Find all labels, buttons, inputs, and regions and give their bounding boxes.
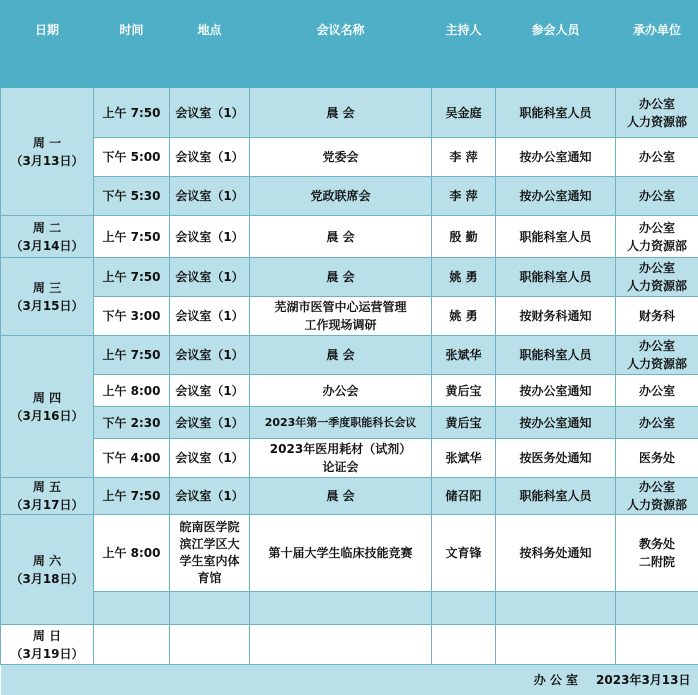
host-cell: 姚 勇 xyxy=(432,297,496,336)
table-row xyxy=(1,216,698,258)
day-cell xyxy=(1,216,94,258)
day-cell xyxy=(1,258,94,336)
time-cell: 上午 7:50 xyxy=(94,216,170,258)
day-cell xyxy=(1,478,94,515)
host-cell: 张斌华 xyxy=(432,439,496,478)
day-label: 周 五 xyxy=(33,480,61,494)
header-organizer: 承办单位 xyxy=(616,1,698,88)
day-date: （3月17日） xyxy=(10,498,83,512)
meeting-name-cell: 办公会 xyxy=(250,375,432,407)
footer-cell xyxy=(1,665,698,695)
host-cell: 吴金庭 xyxy=(432,88,496,138)
place-cell: 会议室（1） xyxy=(170,258,250,297)
empty-cell xyxy=(250,592,432,625)
organizer-cell: 办公室 xyxy=(616,375,698,407)
table-row xyxy=(1,88,698,138)
meeting-name-cell: 晨 会 xyxy=(250,336,432,375)
empty-cell xyxy=(432,592,496,625)
header-time: 时间 xyxy=(94,1,170,88)
organizer-cell: 办公室 人力资源部 xyxy=(616,478,698,515)
table-row xyxy=(1,177,698,216)
time-cell: 上午 8:00 xyxy=(94,375,170,407)
table-row xyxy=(1,515,698,592)
empty-cell xyxy=(94,592,170,625)
empty-cell xyxy=(496,592,616,625)
host-cell: 姚 勇 xyxy=(432,258,496,297)
host-cell: 张斌华 xyxy=(432,336,496,375)
host-cell: 储召阳 xyxy=(432,478,496,515)
host-cell: 殷 勤 xyxy=(432,216,496,258)
table-row xyxy=(1,375,698,407)
day-label: 周 二 xyxy=(33,221,61,235)
organizer-cell: 办公室 xyxy=(616,177,698,216)
place-cell: 会议室（1） xyxy=(170,88,250,138)
day-date: （3月16日） xyxy=(10,409,83,423)
attendees-cell: 按医务处通知 xyxy=(496,439,616,478)
empty-cell xyxy=(616,625,698,665)
attendees-cell: 按办公室通知 xyxy=(496,177,616,216)
place-cell: 会议室（1） xyxy=(170,138,250,177)
day-cell xyxy=(1,336,94,478)
header-place: 地点 xyxy=(170,1,250,88)
organizer-cell: 财务科 xyxy=(616,297,698,336)
header-attendees: 参会人员 xyxy=(496,1,616,88)
day-cell xyxy=(1,625,94,665)
organizer-cell: 教务处 二附院 xyxy=(616,515,698,592)
meeting-name-cell: 党政联席会 xyxy=(250,177,432,216)
meeting-name-cell: 2023年第一季度职能科长会议 xyxy=(250,407,432,439)
day-cell xyxy=(1,515,94,625)
meeting-name-cell: 第十届大学生临床技能竞赛 xyxy=(250,515,432,592)
day-label: 周 日 xyxy=(33,629,61,643)
header-meeting-name: 会议名称 xyxy=(250,1,432,88)
empty-cell xyxy=(170,625,250,665)
host-cell: 文育锋 xyxy=(432,515,496,592)
place-cell: 会议室（1） xyxy=(170,439,250,478)
time-cell: 上午 7:50 xyxy=(94,88,170,138)
meeting-name-cell: 晨 会 xyxy=(250,478,432,515)
place-cell: 会议室（1） xyxy=(170,177,250,216)
table-row xyxy=(1,138,698,177)
organizer-cell: 办公室 xyxy=(616,138,698,177)
place-cell: 会议室（1） xyxy=(170,375,250,407)
time-cell: 上午 7:50 xyxy=(94,336,170,375)
footer-date: 2023年3月13日 xyxy=(596,673,690,687)
place-cell: 皖南医学院 滨江学区大 学生室内体 育馆 xyxy=(170,515,250,592)
table-row xyxy=(1,592,698,625)
attendees-cell: 按办公室通知 xyxy=(496,375,616,407)
time-cell: 上午 7:50 xyxy=(94,258,170,297)
host-cell: 黄后宝 xyxy=(432,375,496,407)
attendees-cell: 职能科室人员 xyxy=(496,88,616,138)
host-cell: 李 萍 xyxy=(432,138,496,177)
organizer-cell: 办公室 xyxy=(616,407,698,439)
place-cell: 会议室（1） xyxy=(170,336,250,375)
organizer-cell: 医务处 xyxy=(616,439,698,478)
day-label: 周 三 xyxy=(33,281,61,295)
day-date: （3月18日） xyxy=(10,572,83,586)
attendees-cell: 按办公室通知 xyxy=(496,138,616,177)
meeting-name-cell: 晨 会 xyxy=(250,88,432,138)
time-cell: 下午 5:30 xyxy=(94,177,170,216)
empty-cell xyxy=(250,625,432,665)
time-cell: 下午 3:00 xyxy=(94,297,170,336)
place-cell: 会议室（1） xyxy=(170,216,250,258)
empty-cell xyxy=(170,592,250,625)
footer-office: 办 公 室 xyxy=(534,673,578,687)
place-cell: 会议室（1） xyxy=(170,407,250,439)
time-cell: 下午 4:00 xyxy=(94,439,170,478)
attendees-cell: 按办公室通知 xyxy=(496,407,616,439)
meeting-name-cell: 党委会 xyxy=(250,138,432,177)
empty-cell xyxy=(94,625,170,665)
organizer-cell: 办公室 人力资源部 xyxy=(616,216,698,258)
header-date: 日期 xyxy=(1,1,94,88)
attendees-cell: 职能科室人员 xyxy=(496,258,616,297)
organizer-cell: 办公室 人力资源部 xyxy=(616,258,698,297)
attendees-cell: 职能科室人员 xyxy=(496,216,616,258)
place-cell: 会议室（1） xyxy=(170,297,250,336)
day-label: 周 一 xyxy=(33,136,61,150)
meeting-name-cell: 芜湖市医管中心运营管理 工作现场调研 xyxy=(250,297,432,336)
meeting-name-cell: 晨 会 xyxy=(250,216,432,258)
day-date: （3月14日） xyxy=(10,239,83,253)
table-row xyxy=(1,258,698,297)
table-row xyxy=(1,478,698,515)
empty-cell xyxy=(616,592,698,625)
header-row xyxy=(1,1,698,88)
meeting-name-cell: 2023年医用耗材（试剂） 论证会 xyxy=(250,439,432,478)
header-host: 主持人 xyxy=(432,1,496,88)
time-cell: 上午 8:00 xyxy=(94,515,170,592)
day-date: （3月19日） xyxy=(10,647,83,661)
table-row xyxy=(1,439,698,478)
time-cell: 下午 5:00 xyxy=(94,138,170,177)
day-date: （3月15日） xyxy=(10,299,83,313)
place-cell: 会议室（1） xyxy=(170,478,250,515)
time-cell: 下午 2:30 xyxy=(94,407,170,439)
day-date: （3月13日） xyxy=(10,154,83,168)
host-cell: 黄后宝 xyxy=(432,407,496,439)
table-row xyxy=(1,625,698,665)
table-row xyxy=(1,297,698,336)
empty-cell xyxy=(496,625,616,665)
day-label: 周 六 xyxy=(33,554,61,568)
day-label: 周 四 xyxy=(33,391,61,405)
meeting-name-cell: 晨 会 xyxy=(250,258,432,297)
table-row xyxy=(1,407,698,439)
organizer-cell: 办公室 人力资源部 xyxy=(616,336,698,375)
attendees-cell: 按科务处通知 xyxy=(496,515,616,592)
empty-cell xyxy=(432,625,496,665)
attendees-cell: 按财务科通知 xyxy=(496,297,616,336)
attendees-cell: 职能科室人员 xyxy=(496,336,616,375)
organizer-cell: 办公室 人力资源部 xyxy=(616,88,698,138)
footer-row xyxy=(1,665,698,695)
day-cell xyxy=(1,88,94,216)
time-cell: 上午 7:50 xyxy=(94,478,170,515)
attendees-cell: 职能科室人员 xyxy=(496,478,616,515)
host-cell: 李 萍 xyxy=(432,177,496,216)
table-row xyxy=(1,336,698,375)
